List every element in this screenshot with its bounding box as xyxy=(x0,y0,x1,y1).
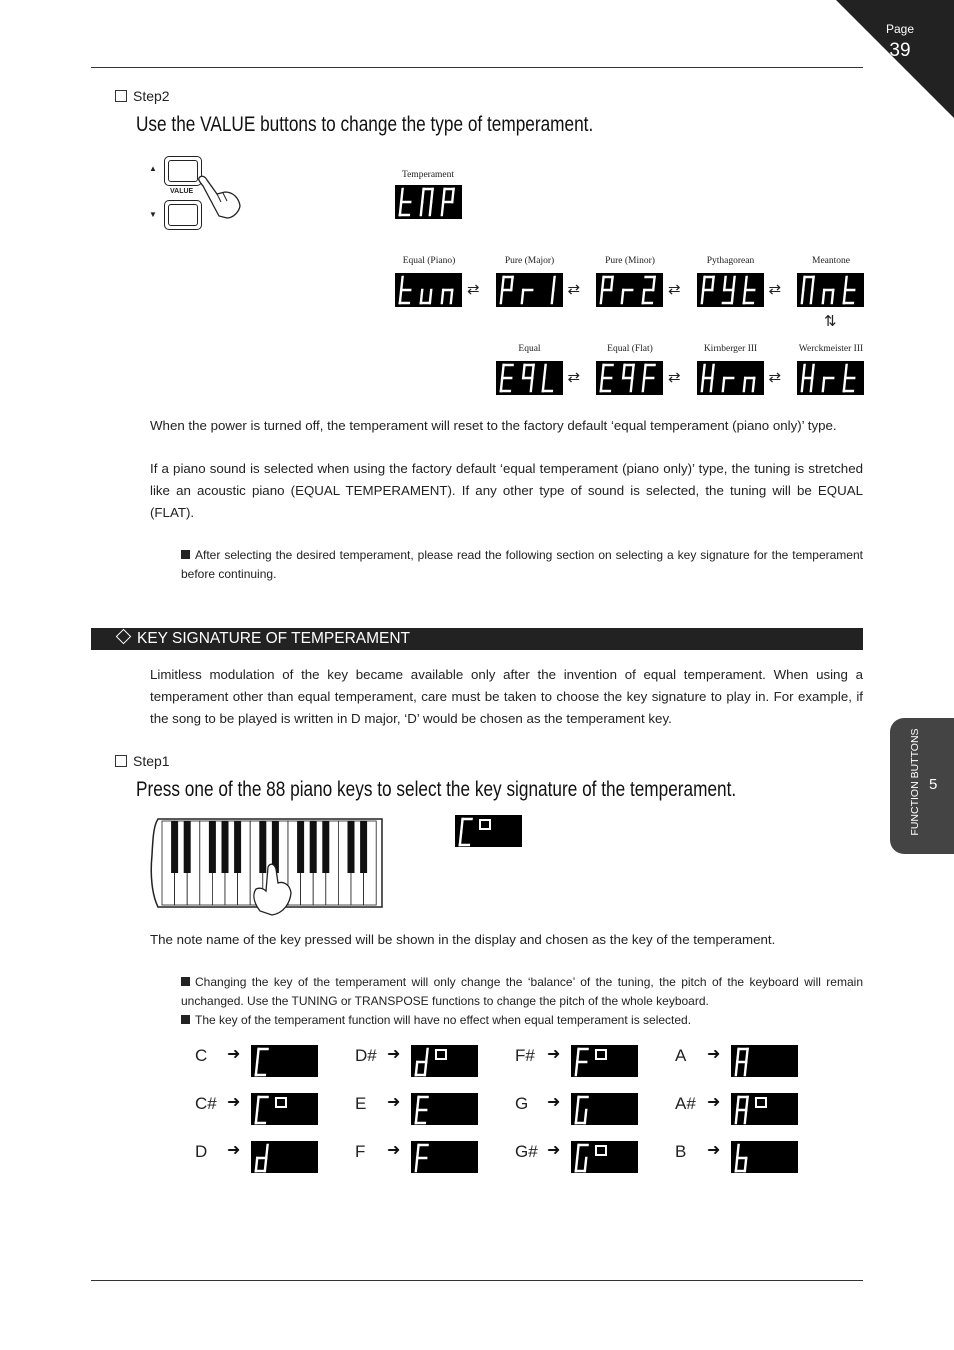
down-arrow-icon: ▼ xyxy=(149,210,157,219)
right-arrow-icon: ➜ xyxy=(547,1142,561,1159)
black-key xyxy=(171,821,178,873)
swap-arrow-icon: ⇄ xyxy=(567,281,581,298)
key-name-label: B xyxy=(675,1142,687,1161)
temperament-caption: Equal (Flat) xyxy=(607,344,653,354)
temperament-lcd xyxy=(797,361,864,395)
key-lcd xyxy=(411,1093,478,1125)
key-lcd xyxy=(411,1045,478,1077)
page-label: Page xyxy=(885,22,915,36)
key-lcd xyxy=(731,1045,798,1077)
step2-label: Step2 xyxy=(115,88,170,104)
value-buttons-illustration xyxy=(145,152,245,234)
key-name-label: D# xyxy=(355,1046,377,1065)
temperament-caption: Pure (Major) xyxy=(504,256,555,266)
step1-label: Step1 xyxy=(115,753,170,769)
key-lcd xyxy=(571,1045,638,1077)
value-label: VALUE xyxy=(170,188,194,195)
side-tab-text: FUNCTION BUTTONS xyxy=(909,728,921,836)
temperament-caption: Equal (Piano) xyxy=(402,256,456,266)
note-changing-key: Changing the key of the temperament will only change the ‘balance’ of the tuning, the pitch of the keyboard will remain unchanged. Use the TUNING or TRANSPOSE functions to change the pitch of the whole keyboard. xyxy=(181,975,863,1008)
temperament-lcd xyxy=(697,361,764,395)
temperament-caption: Temperament xyxy=(401,170,455,180)
right-arrow-icon: ➜ xyxy=(227,1094,241,1111)
temperament-lcd xyxy=(395,185,462,219)
key-name-label: G# xyxy=(515,1142,538,1161)
temperament-lcd xyxy=(797,273,864,307)
temperament-caption: Equal xyxy=(518,344,541,354)
pointing-hand-icon xyxy=(195,172,245,222)
key-name-label: D xyxy=(195,1142,208,1161)
key-lcd xyxy=(251,1141,318,1173)
note-after-selecting: After selecting the desired temperament, please read the following section on selecting a key signature for the temperament before continuing. xyxy=(181,548,863,581)
paragraph-note-name: The note name of the key pressed will be shown in the display and chosen as the key of the temperament. xyxy=(150,932,776,947)
swap-arrow-icon: ⇄ xyxy=(768,369,782,386)
diamond-icon xyxy=(116,629,132,645)
black-key xyxy=(259,821,266,873)
key-lcd xyxy=(731,1141,798,1173)
right-arrow-icon: ➜ xyxy=(707,1142,721,1159)
temperament-lcd xyxy=(697,273,764,307)
key-lcd xyxy=(571,1141,638,1173)
side-tab xyxy=(890,718,954,854)
key-name-label: C xyxy=(195,1046,208,1065)
side-tab-number: 5 xyxy=(929,776,938,793)
key-lcd xyxy=(411,1141,478,1173)
temperament-caption: Meantone xyxy=(812,256,850,266)
right-arrow-icon: ➜ xyxy=(707,1094,721,1111)
swap-arrow-icon: ⇄ xyxy=(668,369,681,386)
key-name-label: E xyxy=(355,1094,367,1113)
key-name-label: G xyxy=(515,1094,529,1113)
temperament-caption: Kirnberger III xyxy=(703,344,758,354)
black-key xyxy=(209,821,216,873)
step1-heading: Press one of the 88 piano keys to select the key signature of the temperament. xyxy=(136,778,737,801)
step2-heading: Use the VALUE buttons to change the type of temperament. xyxy=(136,113,594,136)
paragraph-power-off: When the power is turned off, the temperament will reset to the factory default ‘equal temperament (piano only)’ type. xyxy=(150,418,837,433)
key-lcd xyxy=(251,1045,318,1077)
temperament-lcd xyxy=(596,361,663,395)
paragraph-piano-sound: If a piano sound is selected when using the factory default ‘equal temperament (piano only)’ type, the tuning is stretched like an acoustic piano (EQUAL TEMPERAMENT). If any other type of sound is selected, the tuning will be EQUAL (FLAT). xyxy=(150,461,863,520)
key-name-label: C# xyxy=(195,1094,217,1113)
temperament-lcd xyxy=(596,273,663,307)
key-name-label: A# xyxy=(675,1094,696,1113)
right-arrow-icon: ➜ xyxy=(227,1142,241,1159)
temperament-lcd xyxy=(395,273,462,307)
black-key xyxy=(297,821,304,873)
right-arrow-icon: ➜ xyxy=(387,1142,401,1159)
page-number: 39 xyxy=(889,40,911,61)
right-arrow-icon: ➜ xyxy=(387,1094,401,1111)
updown-arrow-icon: ⇅ xyxy=(824,313,837,330)
note-equal-no-effect: The key of the temperament function will have no effect when equal temperament is selected. xyxy=(181,1011,863,1030)
black-key xyxy=(310,821,317,873)
bullet-square-icon xyxy=(181,977,190,986)
temperament-caption: Werckmeister III xyxy=(798,344,864,354)
key-name-label: F xyxy=(355,1142,366,1161)
paragraph-limitless-modulation: Limitless modulation of the key became available only after the invention of equal temperament. When using a temperament other than equal temperament, care must be taken to choose the key signature to play in. For example, if the song to be played is written in D major, ‘D’ would be chosen as the temperament key. xyxy=(150,667,863,726)
swap-arrow-icon: ⇄ xyxy=(668,281,681,298)
black-key xyxy=(348,821,355,873)
piano-keyboard-illustration xyxy=(148,815,394,917)
temperament-caption: Pure (Minor) xyxy=(605,256,655,266)
key-lcd xyxy=(251,1093,318,1125)
temperament-lcd xyxy=(496,273,563,307)
black-key xyxy=(184,821,191,873)
right-arrow-icon: ➜ xyxy=(707,1046,721,1063)
right-arrow-icon: ➜ xyxy=(227,1046,241,1063)
key-name-label: F# xyxy=(515,1046,535,1065)
black-key xyxy=(234,821,241,873)
bullet-square-icon xyxy=(181,550,190,559)
section-title-bar: KEY SIGNATURE OF TEMPERAMENT xyxy=(91,628,863,650)
temperament-caption: Pythagorean xyxy=(706,256,755,266)
bottom-rule xyxy=(91,1280,863,1281)
swap-arrow-icon: ⇄ xyxy=(567,369,581,386)
key-name-label: A xyxy=(675,1046,687,1065)
black-key xyxy=(322,821,329,873)
swap-arrow-icon: ⇄ xyxy=(467,281,480,298)
right-arrow-icon: ➜ xyxy=(547,1094,561,1111)
bullet-square-icon xyxy=(181,1015,190,1024)
top-rule xyxy=(91,67,863,68)
right-arrow-icon: ➜ xyxy=(547,1046,561,1063)
key-lcd xyxy=(731,1093,798,1125)
key-signature-lcd xyxy=(455,815,522,847)
temperament-lcd xyxy=(496,361,563,395)
swap-arrow-icon: ⇄ xyxy=(768,281,782,298)
right-arrow-icon: ➜ xyxy=(387,1046,401,1063)
black-key xyxy=(222,821,229,873)
key-lcd xyxy=(571,1093,638,1125)
black-key xyxy=(360,821,367,873)
up-arrow-icon: ▲ xyxy=(149,164,157,173)
